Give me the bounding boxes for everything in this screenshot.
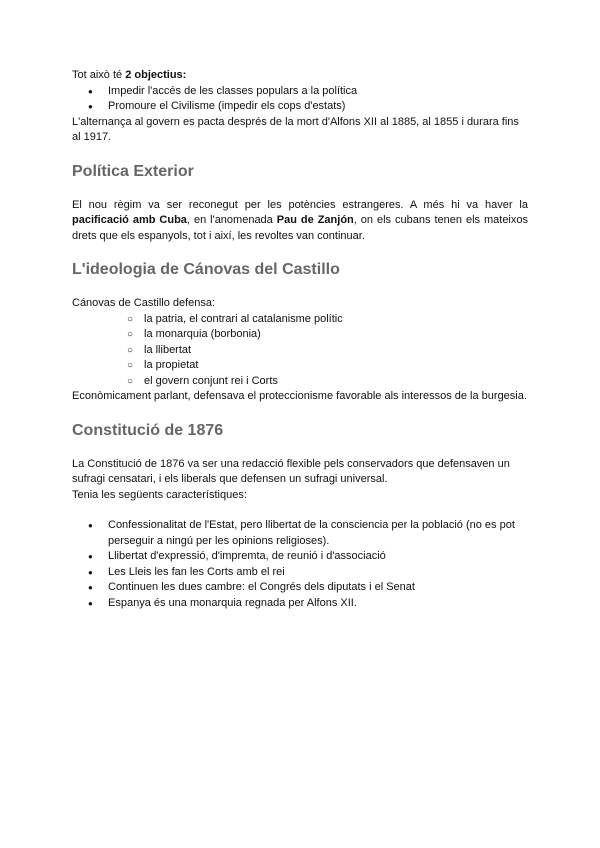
text-run: El nou règim va ser reconegut per les potències estrangeres. A més hi va haver la [72,198,528,211]
ideology-list [72,312,528,390]
economic-paragraph: Econòmicament parlant, defensava el proteccionisme favorable als interessos de la burgesia. [72,390,527,402]
alternance-paragraph: L'alternança al govern es pacta després de la mort d'Alfons XII al 1885, al 1855 i durara fins al 1917. [72,115,519,143]
list-item: ○ la patria, el contrari al catalanisme polític [72,312,528,328]
list-item: ● Les Lleis les fan les Corts amb el rei [72,565,528,581]
list-item: ● Promoure el Civilisme (impedir els cops d'estats) [72,99,528,115]
list-item: ○ la propietat [72,358,528,374]
foreign-policy-paragraph [72,198,528,245]
ideology-intro: Cánovas de Castillo defensa: [72,297,216,309]
list-item: ● Continuen les dues cambre: el Congrés dels diputats i el Senat [72,580,528,596]
constitution-paragraph: La Constitució de 1876 va ser una redacció flexible pels conservadors que defensaven un sufragi censatari, i els liberals que defensen un sufragi universal. [72,457,510,485]
section-heading-foreign-policy: Política Exterior [72,162,194,180]
document-page [72,68,528,611]
features-list [72,518,528,611]
features-intro: Tenia les següents característiques: [72,488,247,501]
bold-cuba: pacificació amb Cuba [72,214,187,226]
list-item: ● Confessionalitat de l'Estat, pero llibertat de la consciencia per la població (no es pot perseguir a ningú per les opinions religioses). [72,518,528,549]
objectives-lead [72,68,528,84]
list-item: ● Espanya és una monarquia regnada per Alfons XII. [72,596,528,612]
list-item: ● Impedir l'accés de les classes populars a la política [72,84,528,100]
text-run: , on els cubans tenen els mateixos drets que els espanyols, tot i així, les revoltes van continuar. [72,214,528,242]
text-run: , en l'anomenada [186,214,277,226]
list-item: ○ la monarquia (borbonia) [72,327,528,343]
objectives-list [72,84,528,115]
list-item: ○ el govern conjunt rei i Corts [72,374,528,390]
section-heading-constitution: Constitució de 1876 [72,421,224,439]
objectives-lead-bold: 2 objectius: [125,69,187,81]
list-item: ● Llibertat d'expressió, d'impremta, de reunió i d'associació [72,549,528,565]
bold-zanjon: Pau de Zanjón [276,214,354,226]
objectives-lead-text: Tot això té [72,69,126,81]
section-heading-ideology: L'ideologia de Cánovas del Castillo [72,261,340,278]
list-item: ○ la llibertat [72,343,528,359]
